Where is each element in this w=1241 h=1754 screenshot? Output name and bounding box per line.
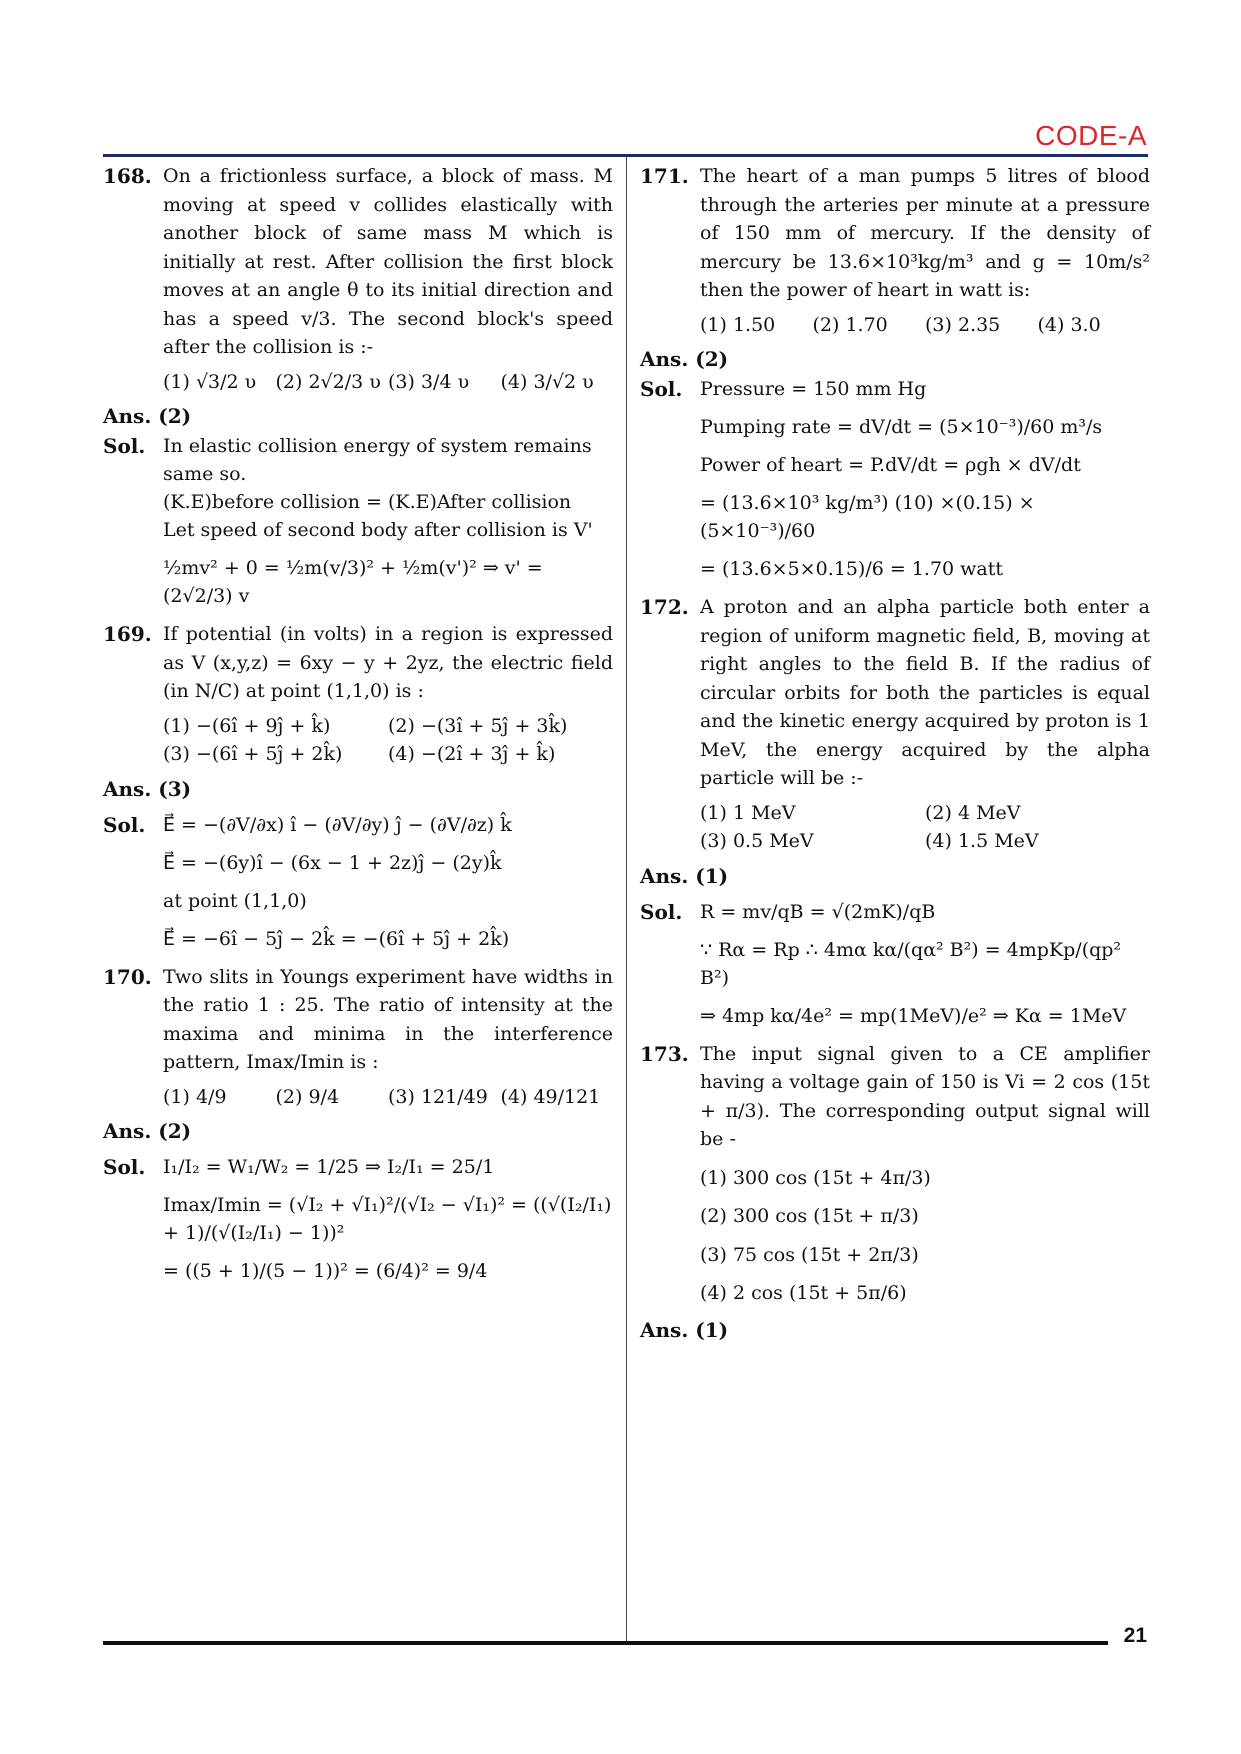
question-172 — [640, 593, 1150, 856]
option-1: (1) −(6î + 9ĵ + k̂) — [163, 714, 331, 737]
solution-equation: E⃗ = −6î − 5ĵ − 2k̂ = −(6î + 5ĵ + 2k̂) — [163, 927, 510, 950]
solution-equation: R = mv/qB = √(2mK)/qB — [700, 900, 936, 923]
option-4: (4) 49/121 — [500, 1085, 601, 1108]
option-4: (4) 2 cos (15t + 5π/6) — [700, 1282, 907, 1304]
answer: Ans. (1) — [640, 863, 729, 888]
option-1: (1) 4/9 — [163, 1085, 227, 1108]
right-column — [640, 162, 1150, 1346]
option-2: (2) 4 MeV — [925, 801, 1021, 824]
option-2: (2) 2√2/3 υ — [275, 370, 381, 393]
option-2: (2) 1.70 — [812, 313, 888, 336]
question-169 — [103, 620, 613, 769]
question-168 — [103, 162, 613, 396]
options — [163, 1083, 613, 1112]
question-text: The heart of a man pumps 5 litres of blood through the arteries per minute at a pressure of 150 mm of mercury. If the density of mercury be 13.6×10³kg/m³ and g = 10m/s² then the power of heart in watt is: — [700, 165, 1150, 301]
question-number: 170. — [103, 964, 152, 989]
option-4: (4) −(2î + 3ĵ + k̂) — [388, 743, 556, 765]
option-3: (3) 3/4 υ — [388, 370, 470, 393]
question-number: 173. — [640, 1041, 689, 1066]
solution-equation: = (13.6×10³ kg/m³) (10) ×(0.15) × (5×10⁻³)/60 — [700, 492, 1035, 542]
solution-equation: Imax/Imin = (√I₂ + √I₁)²/(√I₂ − √I₁)² = ((√(I₂/I₁) + 1)/(√(I₂/I₁) − 1))² — [163, 1194, 612, 1244]
answer: Ans. (2) — [103, 404, 192, 428]
solution-equation: = (13.6×5×0.15)/6 = 1.70 watt — [700, 558, 1004, 580]
page-number: 21 — [1123, 1624, 1147, 1647]
solution-line: Let speed of second body after collision is V' — [163, 519, 593, 541]
option-3: (3) 75 cos (15t + 2π/3) — [700, 1243, 919, 1266]
question-171 — [640, 162, 1150, 339]
options — [700, 799, 1150, 856]
solution-equation: ½mv² + 0 = ½m(v/3)² + ½m(v')² ⇒ v' = (2√2/3) v — [163, 557, 543, 607]
question-text: Two slits in Youngs experiment have widths in the ratio 1 : 25. The ratio of intensity at the maxima and minima in the interference pattern, Imax/Imin is : — [163, 965, 613, 1073]
solution — [640, 375, 1150, 583]
question-number: 169. — [103, 622, 152, 646]
option-2: (2) 300 cos (15t + π/3) — [700, 1205, 919, 1227]
solution-line: In elastic collision energy of system remains same so. — [163, 435, 592, 485]
question-text: The input signal given to a CE amplifier having a voltage gain of 150 is Vi = 2 cos (15t + π/3). The corresponding output signal will be - — [700, 1042, 1150, 1150]
solution — [103, 1153, 613, 1285]
option-1: (1) √3/2 υ — [163, 370, 257, 393]
answer: Ans. (1) — [640, 1317, 729, 1342]
question-number: 172. — [640, 595, 689, 619]
options — [700, 311, 1150, 340]
solution — [103, 811, 613, 953]
solution-label: Sol. — [103, 1155, 146, 1179]
option-3: (3) −(6î + 5ĵ + 2k̂) — [163, 743, 343, 765]
option-4: (4) 1.5 MeV — [925, 830, 1039, 852]
question-number: 171. — [640, 164, 689, 188]
solution-equation: Power of heart = P.dV/dt = ρgh × dV/dt — [700, 454, 1081, 476]
option-4: (4) 3/√2 υ — [500, 370, 594, 393]
option-1: (1) 1 MeV — [700, 801, 796, 824]
solution — [640, 898, 1150, 1030]
question-text: A proton and an alpha particle both enter a region of uniform magnetic field, B, moving at right angles to the field B. If the radius of circular orbits for both the particles is equal and the kinetic energy acquired by proton is 1 MeV, the energy acquired by the alpha particle will be :- — [700, 596, 1150, 789]
option-3: (3) 121/49 — [388, 1085, 488, 1108]
solution-label: Sol. — [640, 377, 683, 401]
solution-label: Sol. — [640, 899, 683, 924]
left-column — [103, 162, 613, 1295]
solution-line: (K.E)before collision = (K.E)After collision — [163, 491, 572, 513]
solution-line: Pressure = 150 mm Hg — [700, 378, 927, 400]
option-2: (2) 9/4 — [275, 1085, 340, 1108]
answer: Ans. (2) — [640, 347, 729, 371]
solution-equation: E⃗ = −(6y)î − (6x − 1 + 2z)ĵ − (2y)k̂ — [163, 851, 502, 874]
option-1: (1) 1.50 — [700, 313, 776, 336]
solution-equation: I₁/I₂ = W₁/W₂ = 1/25 ⇒ I₂/I₁ = 25/1 — [163, 1156, 495, 1178]
option-4: (4) 3.0 — [1037, 313, 1101, 336]
answer: Ans. (3) — [103, 776, 192, 801]
question-170 — [103, 963, 613, 1112]
solution-equation: ∵ Rα = Rp ∴ 4mα kα/(qα² B²) = 4mpKp/(qp² B²) — [700, 938, 1122, 989]
options — [163, 712, 613, 769]
solution — [103, 432, 613, 610]
solution-equation: ⇒ 4mp kα/4e² = mp(1MeV)/e² ⇒ Kα = 1MeV — [700, 1004, 1127, 1027]
option-1: (1) 300 cos (15t + 4π/3) — [700, 1166, 931, 1189]
column-divider — [626, 157, 627, 1642]
option-3: (3) 2.35 — [925, 313, 1001, 336]
solution-equation: Pumping rate = dV/dt = (5×10⁻³)/60 m³/s — [700, 416, 1103, 438]
solution-equation: = ((5 + 1)/(5 − 1))² = (6/4)² = 9/4 — [163, 1260, 488, 1282]
answer: Ans. (2) — [103, 1119, 192, 1143]
question-number: 168. — [103, 164, 152, 188]
bottom-rule — [103, 1641, 1108, 1645]
code-label: CODE-A — [1035, 120, 1147, 151]
option-2: (2) −(3î + 5ĵ + 3k̂) — [388, 714, 568, 737]
question-173 — [640, 1040, 1150, 1308]
solution-label: Sol. — [103, 812, 146, 837]
options — [700, 1164, 1150, 1308]
question-text: On a frictionless surface, a block of mass. M moving at speed v collides elastically with another block of same mass M which is initially at rest. After collision the first block moves at an angle θ to its initial direction and has a speed v/3. The second block's speed after the collision is :- — [163, 165, 613, 358]
solution-equation: E⃗ = −(∂V/∂x) î − (∂V/∂y) ĵ − (∂V/∂z) k̂ — [163, 813, 512, 836]
option-3: (3) 0.5 MeV — [700, 830, 814, 852]
options — [163, 368, 613, 397]
solution-label: Sol. — [103, 434, 146, 458]
solution-line: at point (1,1,0) — [163, 889, 307, 912]
question-text: If potential (in volts) in a region is expressed as V (x,y,z) = 6xy − y + 2yz, the electric field (in N/C) at point (1,1,0) is : — [163, 623, 613, 702]
